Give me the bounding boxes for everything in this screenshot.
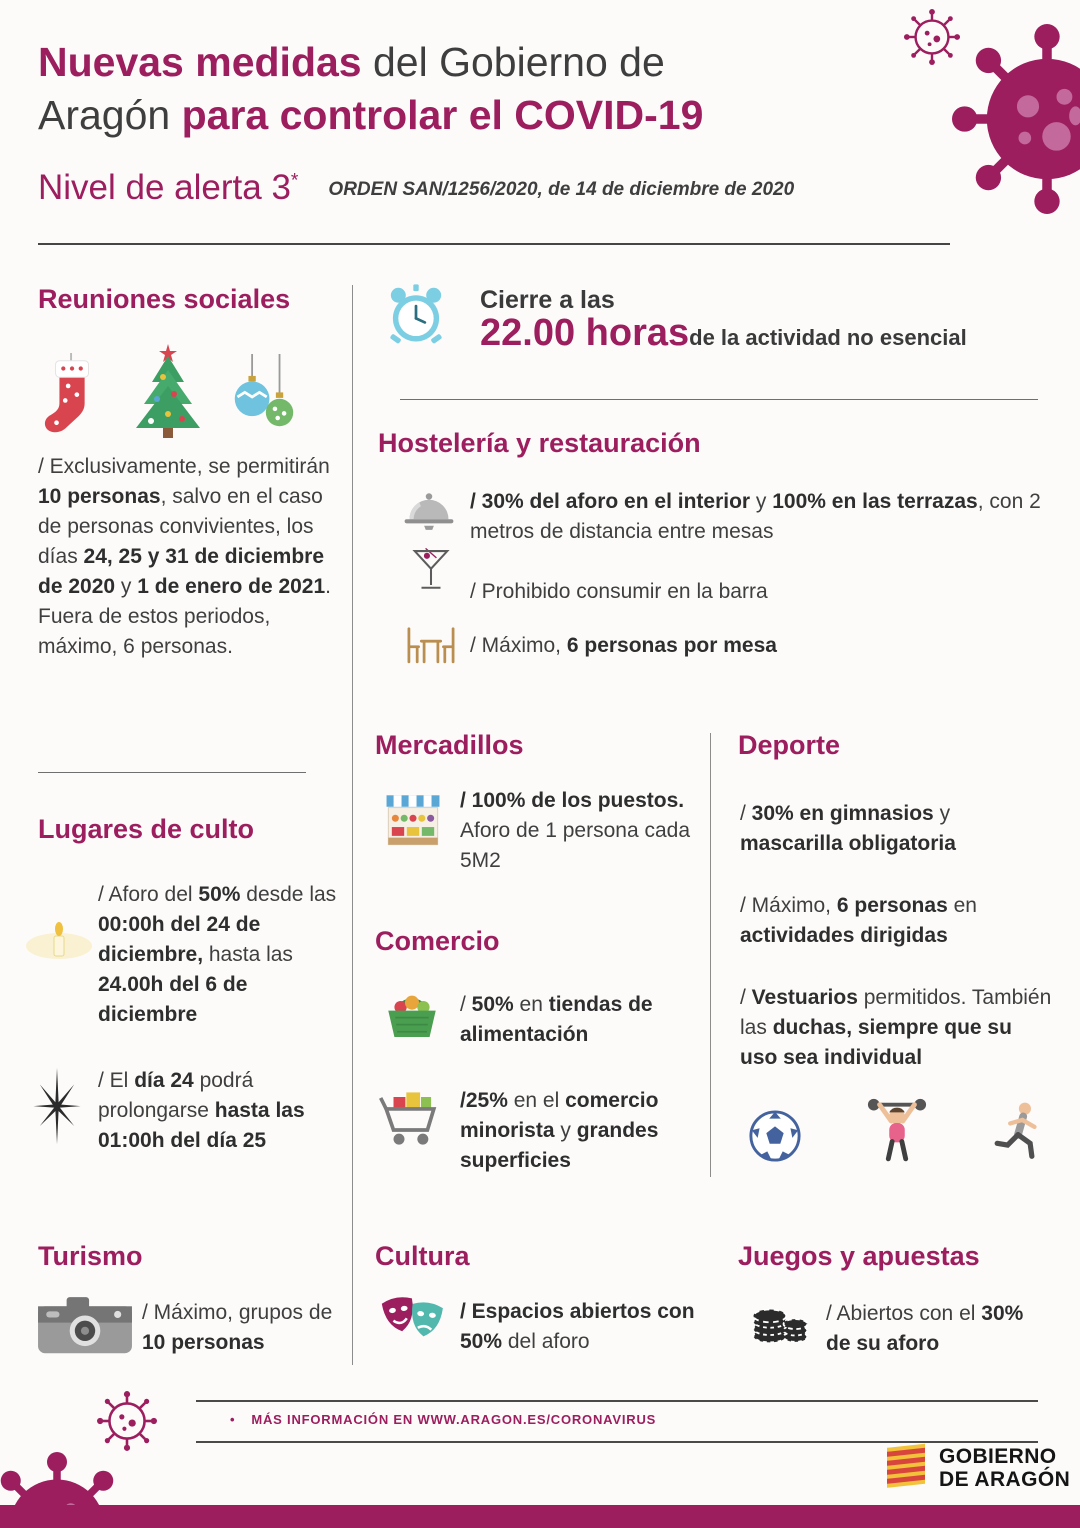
closing-divider [400, 399, 1038, 400]
section-title-reuniones: Reuniones sociales [38, 284, 291, 314]
closing-scope: de la actividad no esencial [689, 325, 967, 350]
closing-time: 22.00 horas [480, 312, 690, 354]
footer-info [230, 1412, 656, 1427]
gobierno-aragon-logo [885, 1440, 1070, 1495]
aragon-flag-icon [885, 1440, 929, 1495]
title-plain-2: Aragón [38, 92, 182, 138]
title-plain-1: del Gobierno de [361, 39, 665, 85]
culto-item-1: / Aforo del 50% desde las 00:00h del 24 de diciembre, hasta las 24.00h del 6 de diciembre [98, 883, 337, 1026]
star-icon [28, 1068, 86, 1144]
masks-icon [378, 1294, 446, 1347]
section-title-turismo: Turismo [38, 1241, 143, 1271]
column-divider-left [352, 285, 353, 1365]
christmas-icons [42, 342, 296, 443]
footer-info-link[interactable]: WWW.ARAGON.ES/CORONAVIRUS [417, 1412, 657, 1427]
title-accent-2: para controlar el COVID-19 [181, 92, 704, 138]
section-title-juegos: Juegos y apuestas [738, 1241, 980, 1271]
juegos-text: / Abiertos con el 30% de su aforo [826, 1302, 1024, 1355]
basket-icon [383, 986, 441, 1040]
hosteleria-item-2: / Prohibido consumir en la barra [470, 580, 768, 603]
turismo-text: / Máximo, grupos de 10 personas [142, 1301, 333, 1354]
cloche-icon [403, 490, 455, 531]
deporte-item-2: / Máximo, 6 personas en actividades dirigidas [740, 894, 977, 947]
cart-icon [377, 1086, 443, 1150]
alert-level [38, 168, 298, 208]
left-divider [38, 772, 306, 773]
section-title-culto: Lugares de culto [38, 814, 255, 844]
bullet-icon: • [230, 1412, 236, 1427]
reuniones-text: / Exclusivamente, se permitirán 10 personas, salvo en el caso de personas convivientes, los días 24, 25 y 31 de diciembre de 2020 y 1 de enero de 2021. Fuera de estos periodos, máximo, 6 personas. [38, 455, 332, 658]
comercio-item-2: /25% en el comercio minorista y grandes superficies [460, 1089, 659, 1172]
runner-icon [992, 1100, 1044, 1167]
virus-icon [952, 24, 1080, 214]
section-title-comercio: Comercio [375, 926, 500, 956]
order-reference: ORDEN SAN/1256/2020, de 14 de diciembre de 2020 [328, 179, 795, 200]
logo-line-1: GOBIERNO [939, 1444, 1057, 1468]
mercadillos-text: / 100% de los puestos. Aforo de 1 persona cada 5M2 [460, 789, 690, 872]
section-title-cultura: Cultura [375, 1241, 470, 1271]
camera-icon [36, 1292, 134, 1357]
table-icon [402, 626, 460, 665]
hosteleria-item-3: / Máximo, 6 personas por mesa [470, 634, 777, 657]
title-accent-1: Nuevas medidas [38, 39, 362, 85]
chips-icon [748, 1294, 810, 1347]
sports-icons [748, 1093, 1044, 1168]
cultura-text: / Espacios abiertos con 50% del aforo [460, 1300, 695, 1353]
alert-row [38, 168, 794, 208]
column-divider-right [710, 733, 711, 1177]
logo-line-2: DE ARAGÓN [939, 1467, 1071, 1491]
section-title-mercadillos: Mercadillos [375, 730, 524, 760]
ornaments-icon [232, 354, 296, 443]
deporte-item-3: / Vestuarios permitidos. También las duchas, siempre que su uso sea individual [740, 986, 1052, 1069]
closing-intro: Cierre a las [480, 286, 615, 314]
candle-icon [24, 914, 94, 964]
stocking-icon [42, 353, 104, 443]
hosteleria-item-1: / 30% del aforo en el interior y 100% en las terrazas, con 2 metros de distancia entre mesas [470, 490, 1041, 543]
closing-line [480, 312, 967, 355]
soccer-ball-icon [748, 1109, 802, 1168]
alert-asterisk: * [290, 170, 299, 192]
deporte-item-1: / 30% en gimnasios y mascarilla obligatoria [740, 802, 956, 855]
christmas-tree-icon [130, 342, 206, 443]
alert-level-text: Nivel de alerta 3 [38, 168, 291, 207]
cocktail-icon [412, 547, 450, 592]
page-title [38, 36, 703, 142]
virus-icon [96, 1390, 158, 1452]
weightlifter-icon [866, 1093, 928, 1168]
footer-info-text: MÁS INFORMACIÓN EN [251, 1412, 418, 1427]
alarm-clock-icon [382, 283, 450, 351]
section-title-deporte: Deporte [738, 730, 841, 760]
header-rule [38, 243, 950, 245]
bottom-accent-bar [0, 1505, 1080, 1528]
section-title-hosteleria: Hostelería y restauración [378, 428, 701, 458]
culto-item-2: / El día 24 podrá prolongarse hasta las 01:00h del día 25 [98, 1069, 305, 1152]
logo-text [939, 1445, 1070, 1491]
comercio-item-1: / 50% en tiendas de alimentación [460, 993, 653, 1046]
market-stall-icon [383, 790, 443, 854]
footer-rule-top [196, 1400, 1038, 1402]
